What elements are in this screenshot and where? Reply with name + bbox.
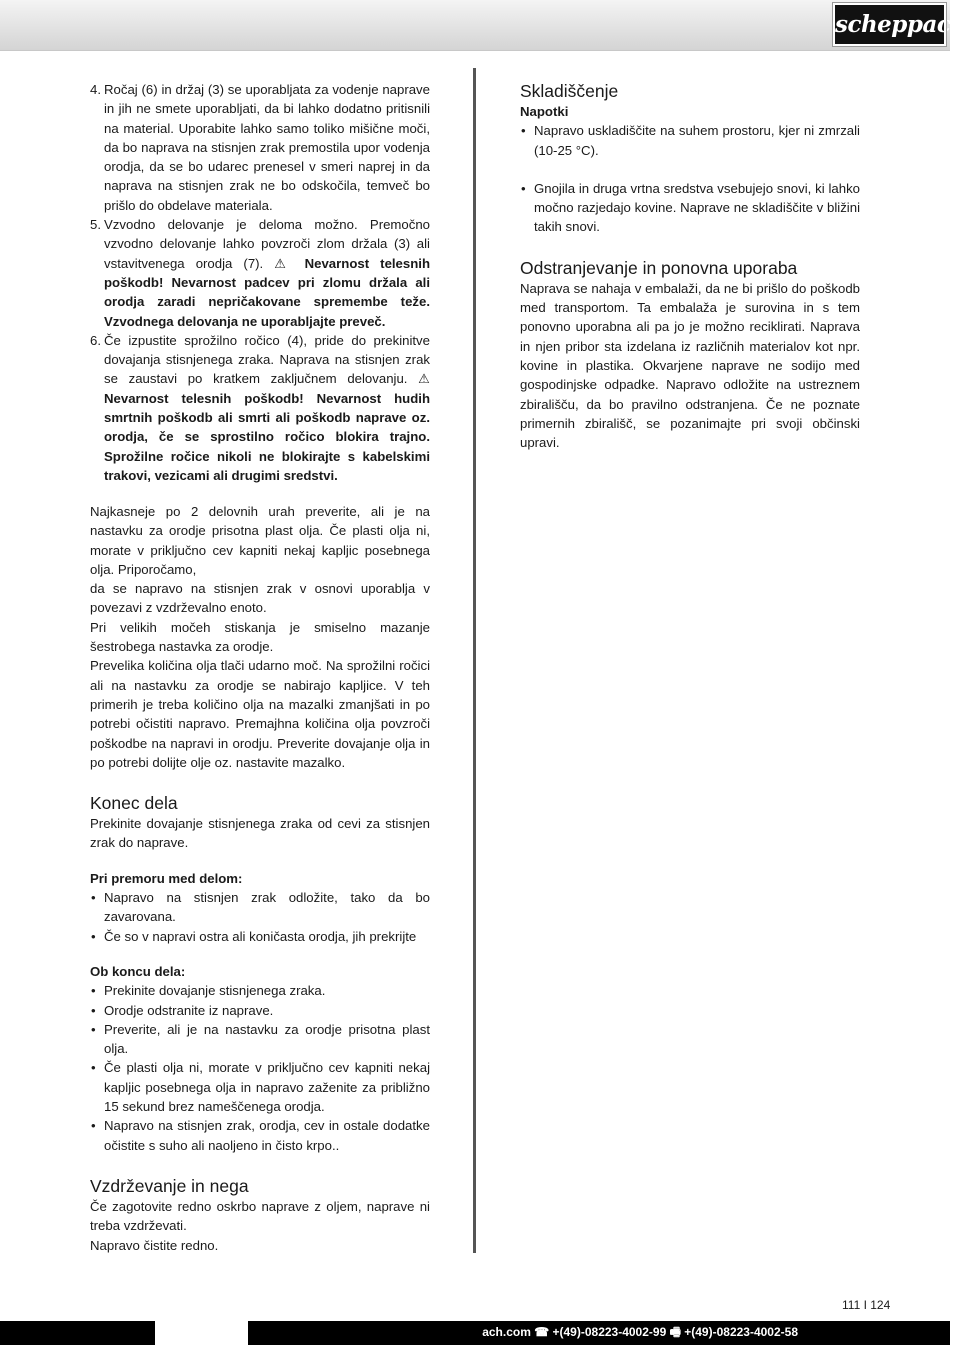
list-item: • Če plasti olja ni, morate v priključno cev kapniti nekaj kapljic posebnega olja in napravo zaženite za približno 15 sekund brez nameščenega orodja. — [90, 1058, 430, 1116]
storage-list — [520, 121, 860, 236]
list-item: • Gnojila in druga vrtna sredstva vsebujejo snovi, ki lahko močno razjedajo kovine. Naprave ne skladiščite v bližini takih snovi. — [520, 179, 860, 237]
brand-logo-text: scheppach — [835, 11, 967, 38]
end-of-work-heading: Ob koncu dela: — [90, 963, 186, 979]
steps-section — [90, 80, 430, 485]
storage-subheading: Napotki — [520, 104, 569, 119]
storage-heading: Skladiščenje — [520, 81, 619, 101]
column-divider — [473, 68, 476, 1253]
header-band — [0, 0, 967, 51]
step-item — [90, 331, 430, 485]
spacer — [90, 772, 430, 792]
step-text: Če izpustite sprožilno ročico (4), pride do prekinitve dovajanja stisnjenega zraka. Naprava na stisnjen zrak se zaustavi po kratkem zaključnem delovanju. — [104, 332, 430, 387]
disposal-heading: Odstranjevanje in ponovna uporaba — [520, 257, 798, 278]
spacer — [90, 1155, 430, 1175]
lubrication-paragraph: Najkasneje po 2 delovnih urah preverite, ali je na nastavku za orodje prisotna plast olja. Če plasti olja ni, morate v priključno cev kapniti nekaj kapljic posebnega olja. Priporočamo, — [90, 504, 430, 577]
step-item — [90, 215, 430, 331]
step-text: Ročaj (6) in držaj (3) se uporabljata za vodenje naprave in jih ne smete uporabljati, da bi lahko dodatno pritisnili na material. Uporabite lahko samo toliko mišične moči, da bo naprava na stisnjen zrak premostila upor vodenja orodja, da se bo udarec prenesel v smeri naprej in da naprava na stisnjen zrak ne bo odskočila, temveč bo prišlo do obdelave materiala. — [104, 82, 430, 213]
warning-text: Nevarnost telesnih poškodb! Nevarnost hudih smrtnih poškodb ali smrti ali poškodb naprave oz. orodja, če se sprostilno ročico blokira trajno. Sprožilne ročice nikoli ne blokirajte s kabelskimi trakovi, vezicami ali drugimi sredstvi. — [104, 390, 430, 483]
step-number: 6. — [90, 332, 101, 348]
warning-triangle-icon: ⚠ — [418, 371, 430, 387]
footer-bar — [0, 1321, 950, 1345]
step-number: 4. — [90, 82, 101, 97]
footer-contact: ach.com ☎ +(49)-08223-4002-99 🖷 +(49)-08223-4002-58 — [482, 1325, 798, 1339]
spacer — [90, 853, 430, 869]
lubrication-paragraph: Pri velikih močeh stiskanja je smiselno mazanje šestrobega nastavka za orodje. — [90, 619, 430, 655]
pause-list — [90, 888, 430, 946]
lubrication-paragraph: Prevelika količina olja tlači udarno moč. Na sprožilni ročici ali na nastavku za orodje se nabirajo kapljice. V teh primerih je treba količino olja na mazalki zmanjšati in po potrebi očistiti napravo. Premajhna količina olja povzroči poškodbe na napravi in orodju. Preverite dovajanje olja in po potrebi dolijte olje oz. nastavite mazalko. — [90, 658, 430, 770]
lower-left-section — [90, 502, 430, 1255]
footer-white-block — [155, 1321, 248, 1345]
list-item: • Prekinite dovajanje stisnjenega zraka. — [90, 981, 430, 1000]
disposal-text: Naprava se nahaja v embalaži, da ne bi prišlo do poškodb med transportom. Ta embalaža je surovina in s tem ponovno uporabna ali pa jo je možno reciklirati. Naprava in njen pribor sta izdelana iz različnih materialov kot npr. kovine in plastika. Okvarjene naprave ne sodijo med gospodinjske odpadke. Napravo odložite na ustreznem zbirališču, da bo pravilno odstranjena. Če ne poznate primernih zbirališč, se pozanimajte pri svoji občinski upravi. — [520, 280, 860, 451]
step-number: 5. — [90, 217, 101, 233]
list-item: • Preverite, ali je na nastavku za orodje prisotna plast olja. — [90, 1020, 430, 1059]
right-section — [520, 80, 860, 452]
maintenance-text: Če zagotovite redno oskrbo naprave z oljem, naprave ni treba vzdrževati. — [90, 1198, 430, 1234]
list-item: • Če so v napravi ostra ali koničasta orodja, jih prekrijte — [90, 927, 430, 946]
step-item — [90, 80, 430, 215]
pause-heading: Pri premoru med delom: — [90, 870, 243, 886]
end-of-work-list — [90, 981, 430, 1155]
end-work-heading: Konec dela — [90, 793, 178, 814]
list-item: • Napravo na stisnjen zrak odložite, tako da bo zavarovana. — [90, 888, 430, 927]
brand-logo — [833, 3, 967, 46]
list-item: • Napravo na stisnjen zrak, orodja, cev in ostale dodatke očistite s suho ali naoljeno in čisto krpo.. — [90, 1116, 430, 1155]
warning-triangle-icon: ⚠ — [274, 255, 294, 271]
page-number: 111 I 124 — [842, 1298, 891, 1312]
list-item: • Orodje odstranite iz naprave. — [90, 1001, 430, 1020]
steps-list — [90, 80, 430, 485]
maintenance-text: Napravo čistite redno. — [90, 1237, 219, 1253]
spacer — [520, 237, 860, 257]
step-text: Vzvodno delovanje je deloma možno. Premočno vzvodno delovanje lahko povzroči zlom držala (3) ali vstavitvenega orodja (7). — [104, 217, 430, 271]
spacer — [90, 946, 430, 962]
warning-text: Nevarnost telesnih poškodb! Nevarnost padcev pri zlomu držala ali orodja zaradi nepričakovane spremembe teže. Vzvodnega delovanja ne uporabljajte preveč. — [104, 255, 431, 329]
maintenance-heading: Vzdrževanje in nega — [90, 1175, 249, 1196]
list-item: • Napravo uskladiščite na suhem prostoru, kjer ni zmrzali (10-25 °C). — [520, 121, 860, 160]
lubrication-paragraph: da se napravo na stisnjen zrak v osnovi uporablja v povezavi z vzdrževalno enoto. — [90, 581, 430, 616]
end-work-text: Prekinite dovajanje stisnjenega zraka od cevi za stisnjen zrak do naprave. — [90, 816, 430, 851]
